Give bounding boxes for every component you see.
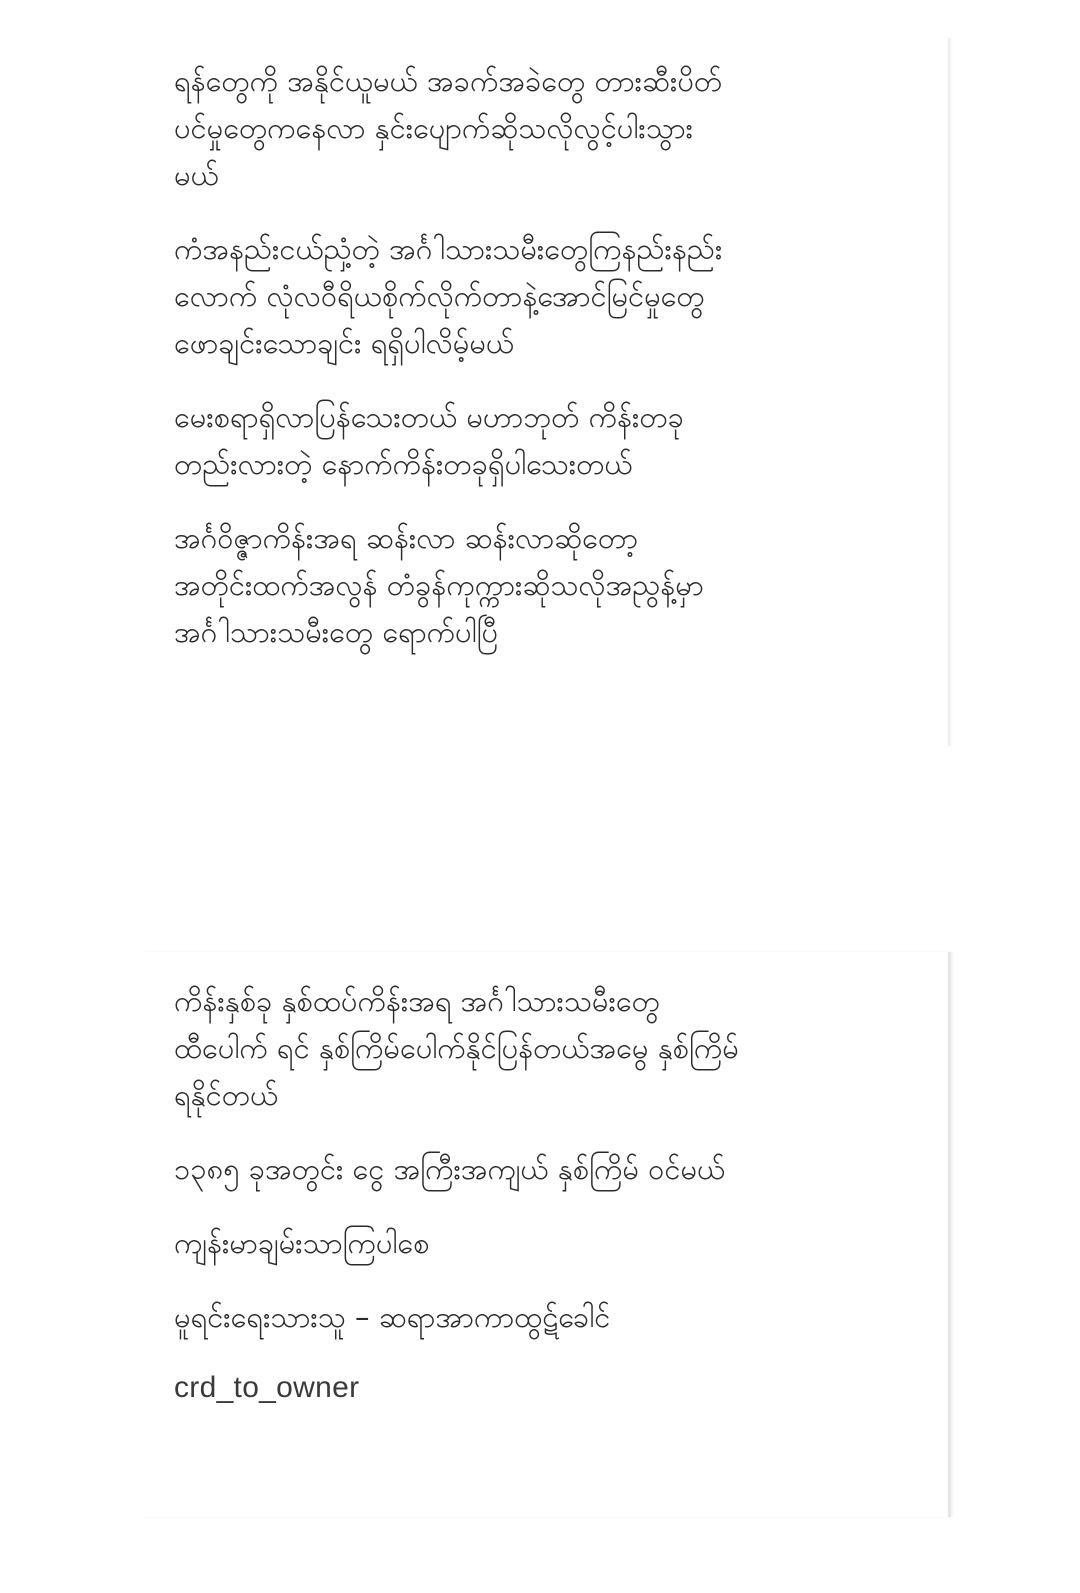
bottom-text-panel — [140, 952, 951, 1517]
text-line: ရန်တွေကို အနိုင်ယူမယ် အခက်အခဲတွေ တားဆီးပိတ် — [174, 64, 723, 98]
text-line: ထီပေါက် ရင် နှစ်ကြိမ်ပေါက်နိုင်ပြန်တယ်အမွေ နှစ်ကြိမ် — [174, 1031, 739, 1065]
paragraph — [174, 515, 908, 656]
top-text-content — [174, 58, 908, 683]
text-line: မူရင်းရေးသားသူ – ဆရာအာကာထွဋ်ခေါင် — [174, 1300, 611, 1334]
bottom-text-content — [174, 978, 908, 1408]
paragraph — [174, 394, 908, 488]
text-line: မေးစရာရှိလာပြန်သေးတယ် မဟာဘုတ် ကိန်းတခု — [174, 400, 684, 434]
paragraph — [174, 1146, 908, 1193]
text-line: ကိန်းနှစ်ခု နှစ်ထပ်ကိန်းအရ အင်္ဂါသားသမီးတွေ — [174, 984, 660, 1018]
text-line: အတိုင်းထက်အလွန် တံခွန်ကုက္ကားဆိုသလိုအညွန့်မှာ — [174, 568, 704, 602]
text-line: ပင်မှုတွေကနေလာ နှင်းပျောက်ဆိုသလိုလွင့်ပါးသွား — [174, 111, 694, 145]
text-line: ဖောချင်းသောချင်း ရရှိပါလိမ့်မယ် — [174, 326, 515, 360]
text-line: ရနိုင်တယ် — [174, 1078, 279, 1112]
text-line: အင်္ဂဝိဇ္ဇာကိန်းအရ ဆန်းလာ ဆန်းလာဆိုတော့ — [174, 521, 639, 555]
text-line: ကျန်းမာချမ်းသာကြပါစေ — [174, 1226, 430, 1260]
text-line: အင်္ဂါသားသမီးတွေ ရောက်ပါပြီ — [174, 615, 498, 649]
text-line: လောက် လုံလဝီရိယစိုက်လိုက်တာနဲ့အောင်မြင်မှုတွေ — [174, 279, 705, 313]
credit-text: crd_to_owner — [174, 1371, 360, 1404]
top-text-panel — [140, 38, 950, 746]
paragraph — [174, 1220, 908, 1267]
text-line: မယ် — [174, 158, 219, 192]
text-line: တည်းလားတဲ့ နောက်ကိန်းတခုရှိပါသေးတယ် — [174, 447, 633, 481]
author-line — [174, 1294, 908, 1341]
text-line: ကံအနည်းငယ်ညှံ့တဲ့ အင်္ဂါသားသမီးတွေကြနည်းနည်း — [174, 232, 723, 266]
paragraph — [174, 978, 908, 1119]
paragraph — [174, 58, 908, 199]
text-line: ၁၃၈၅ ခုအတွင်း ငွေ အကြီးအကျယ် နှစ်ကြိမ် ဝင်မယ် — [174, 1152, 726, 1186]
paragraph — [174, 226, 908, 367]
